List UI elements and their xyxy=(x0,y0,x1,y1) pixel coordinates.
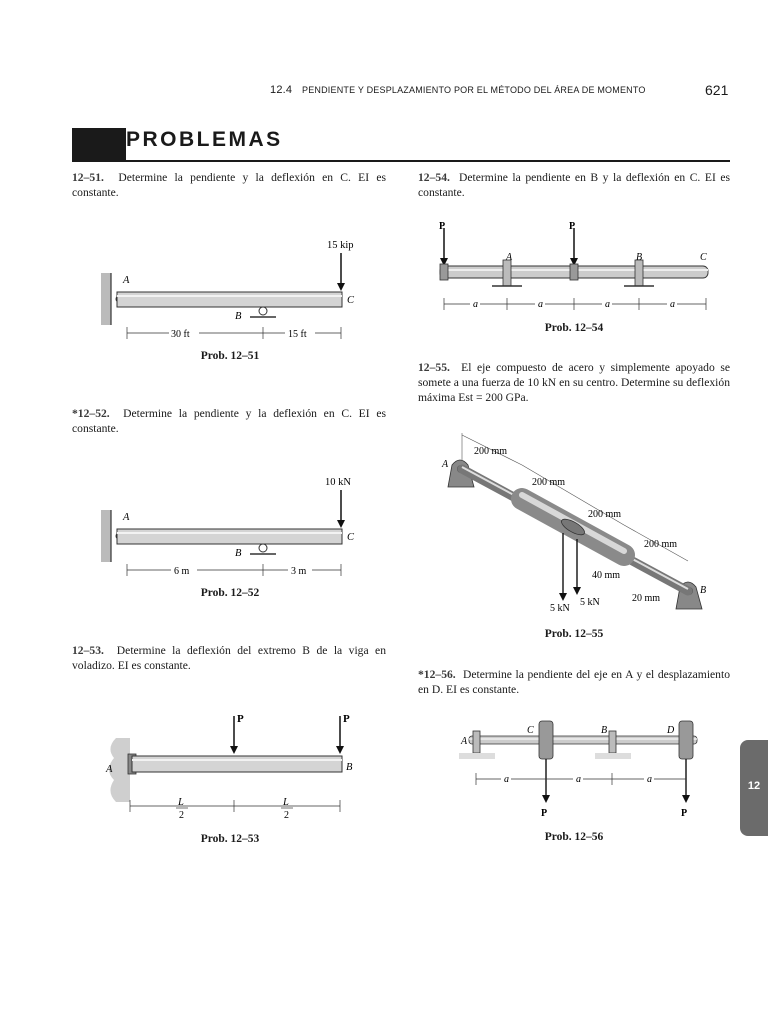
load-label-2: P xyxy=(681,808,688,819)
pulley-d xyxy=(679,721,693,759)
dim-a-3: a xyxy=(647,774,652,785)
wall xyxy=(101,510,111,562)
force-label-2: 5 kN xyxy=(580,597,600,608)
dim-40: 40 mm xyxy=(592,570,621,581)
beam xyxy=(117,292,342,307)
dim-a-1: a xyxy=(473,299,478,310)
roller-b xyxy=(259,307,267,315)
problem-12-53 xyxy=(72,643,386,673)
label-c: C xyxy=(527,725,534,736)
label-a: A xyxy=(461,736,468,747)
running-head xyxy=(270,84,646,96)
label-b: B xyxy=(636,252,643,263)
dim-a-2: a xyxy=(576,774,581,785)
problem-text: El eje compuesto de acero y simplemente apoyado se somete a una fuerza de 10 kN en su centro. Determine su deflexión máxima Est = 200 GPa. xyxy=(418,361,731,404)
problem-number: 12–54. xyxy=(418,171,450,184)
load-label-1: P xyxy=(237,713,244,725)
bearing-a xyxy=(503,260,511,286)
bearing-b xyxy=(635,260,643,286)
load-label: 15 kip xyxy=(327,240,354,251)
label-d: D xyxy=(667,725,675,736)
section-number: 12.4 xyxy=(270,84,293,96)
caption-12-55: Prob. 12–55 xyxy=(544,628,604,640)
load-label-1: P xyxy=(439,221,446,232)
problem-number: 12–51. xyxy=(72,171,104,184)
problem-text: Determine la deflexión del extremo B de la viga en voladizo. EI es constante. xyxy=(72,644,387,672)
pulley-c xyxy=(539,721,553,759)
problem-12-55 xyxy=(418,360,730,405)
dim-a-1: a xyxy=(504,774,509,785)
label-a: A xyxy=(442,459,449,470)
problem-number: 12–53. xyxy=(72,644,104,657)
problem-text: Determine la pendiente y la deflexión en C. EI es constante. xyxy=(72,171,386,199)
title-rule xyxy=(72,160,730,162)
load-label: 10 kN xyxy=(325,477,351,488)
roller-b xyxy=(259,544,267,552)
problem-number: *12–56. xyxy=(418,668,456,681)
force-label-1: 5 kN xyxy=(550,603,570,614)
dim-label-2: 15 ft xyxy=(288,329,307,340)
load-label-2: P xyxy=(569,221,576,232)
page-number: 621 xyxy=(705,82,729,98)
caption-12-54: Prob. 12–54 xyxy=(544,322,604,334)
label-a: A xyxy=(123,512,130,523)
beam xyxy=(117,529,342,544)
caption-12-52: Prob. 12–52 xyxy=(200,587,260,599)
dim-200-3: 200 mm xyxy=(588,509,622,520)
label-b: B xyxy=(601,725,608,736)
problem-text: Determine la pendiente en B y la deflexión en C. EI es constante. xyxy=(418,171,731,199)
figure-12-54 xyxy=(430,220,730,318)
label-c: C xyxy=(347,295,355,306)
label-b: B xyxy=(346,762,353,773)
chapter-tab xyxy=(740,740,768,836)
problem-12-52 xyxy=(72,406,386,436)
dim-200-1: 200 mm xyxy=(474,446,508,457)
problem-number: *12–52. xyxy=(72,407,110,420)
problem-12-51 xyxy=(72,170,386,200)
page-title: PROBLEMAS xyxy=(126,128,283,151)
bearing-a xyxy=(473,731,480,753)
problem-number: 12–55. xyxy=(418,361,450,374)
caption-12-56: Prob. 12–56 xyxy=(544,831,604,843)
label-a: A xyxy=(106,764,113,775)
problem-12-54 xyxy=(418,170,730,200)
dim-two-2: 2 xyxy=(284,810,289,821)
title-black-block xyxy=(72,128,126,160)
label-b: B xyxy=(700,585,707,596)
dim-a-4: a xyxy=(670,299,675,310)
bearing-b xyxy=(609,731,616,753)
load-label-2: P xyxy=(343,713,350,725)
section-title: PENDIENTE Y DESPLAZAMIENTO POR EL MÉTODO DEL ÁREA DE MOMENTO xyxy=(302,85,646,95)
problem-12-56 xyxy=(418,667,730,697)
figure-12-55 xyxy=(430,425,730,620)
caption-12-53: Prob. 12–53 xyxy=(200,833,260,845)
label-b: B xyxy=(235,548,242,559)
label-c: C xyxy=(700,252,707,263)
figure-12-56 xyxy=(455,715,715,825)
dim-l-1: L xyxy=(178,797,184,808)
label-a: A xyxy=(506,252,513,263)
figure-12-51 xyxy=(95,235,385,345)
shaft xyxy=(469,736,697,744)
dim-200-2: 200 mm xyxy=(532,477,566,488)
dim-label-1: 6 m xyxy=(174,566,190,577)
dim-20: 20 mm xyxy=(632,593,661,604)
dim-a-3: a xyxy=(605,299,610,310)
dim-200-4: 200 mm xyxy=(644,539,678,550)
dim-l-2: L xyxy=(283,797,289,808)
problem-text: Determine la pendiente y la deflexión en C. EI es constante. xyxy=(72,407,386,435)
dim-label-2: 3 m xyxy=(291,566,307,577)
dim-a-2: a xyxy=(538,299,543,310)
label-a: A xyxy=(123,275,130,286)
load-label-1: P xyxy=(541,808,548,819)
dim-label-1: 30 ft xyxy=(171,329,190,340)
wall xyxy=(101,273,111,325)
beam xyxy=(132,756,342,772)
figure-12-53 xyxy=(100,708,380,828)
figure-12-52 xyxy=(95,472,385,582)
label-c: C xyxy=(347,532,355,543)
caption-12-51: Prob. 12–51 xyxy=(200,350,260,362)
label-b: B xyxy=(235,311,242,322)
problem-text: Determine la pendiente del eje en A y el desplazamiento en D. EI es constante. xyxy=(418,668,730,696)
dim-two-1: 2 xyxy=(179,810,184,821)
chapter-tab-number: 12 xyxy=(747,780,761,792)
